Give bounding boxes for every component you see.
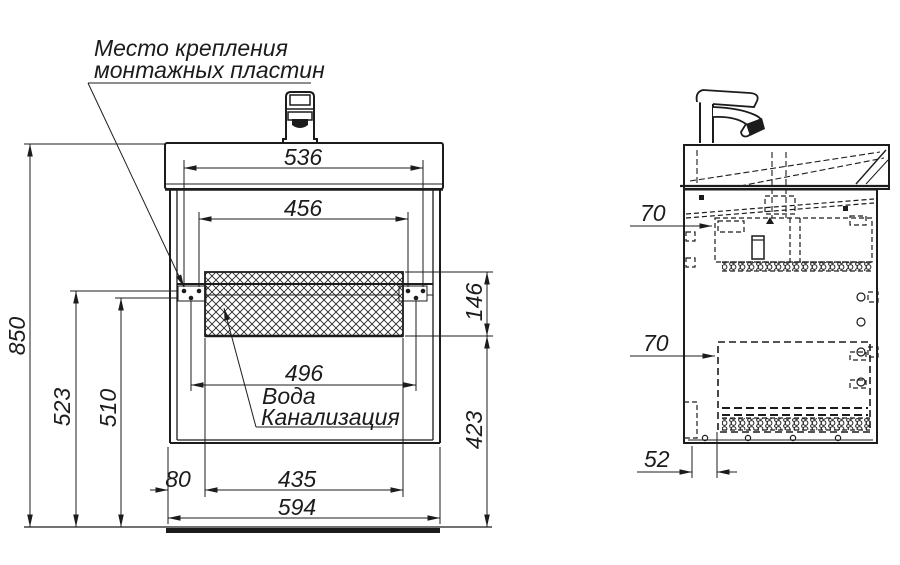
sewer-label: Канализация bbox=[261, 404, 400, 430]
callout-text-line1: Место крепления bbox=[94, 35, 288, 61]
dim-label-80: 80 bbox=[165, 466, 191, 492]
dim-label-523: 523 bbox=[49, 387, 75, 427]
dim-label-52: 52 bbox=[644, 446, 670, 472]
water-label: Вода bbox=[262, 383, 316, 409]
faucet-front bbox=[283, 92, 317, 143]
callout-leaders bbox=[88, 83, 392, 427]
floor-line bbox=[24, 527, 492, 531]
side-view bbox=[630, 90, 890, 478]
dim-label-536: 536 bbox=[283, 144, 323, 170]
faucet-side bbox=[697, 90, 765, 143]
cabinet-hidden-details bbox=[684, 195, 878, 441]
dim-label-496: 496 bbox=[284, 360, 324, 386]
dim-label-850: 850 bbox=[4, 316, 30, 356]
dim-label-456: 456 bbox=[283, 195, 323, 221]
dim-label-146: 146 bbox=[461, 282, 487, 322]
dim-label-435: 435 bbox=[277, 466, 317, 492]
washbasin-side bbox=[680, 145, 890, 218]
dim-label-70-top: 70 bbox=[640, 200, 666, 226]
cabinet-side bbox=[684, 190, 877, 444]
dim-label-594: 594 bbox=[277, 494, 317, 520]
service-zone-hatch bbox=[205, 272, 403, 336]
dim-label-423: 423 bbox=[461, 410, 487, 450]
dim-label-510: 510 bbox=[95, 388, 121, 428]
dim-label-70-bottom: 70 bbox=[643, 330, 669, 356]
front-view bbox=[24, 83, 493, 531]
callout-text-line2: монтажных пластин bbox=[94, 57, 325, 83]
